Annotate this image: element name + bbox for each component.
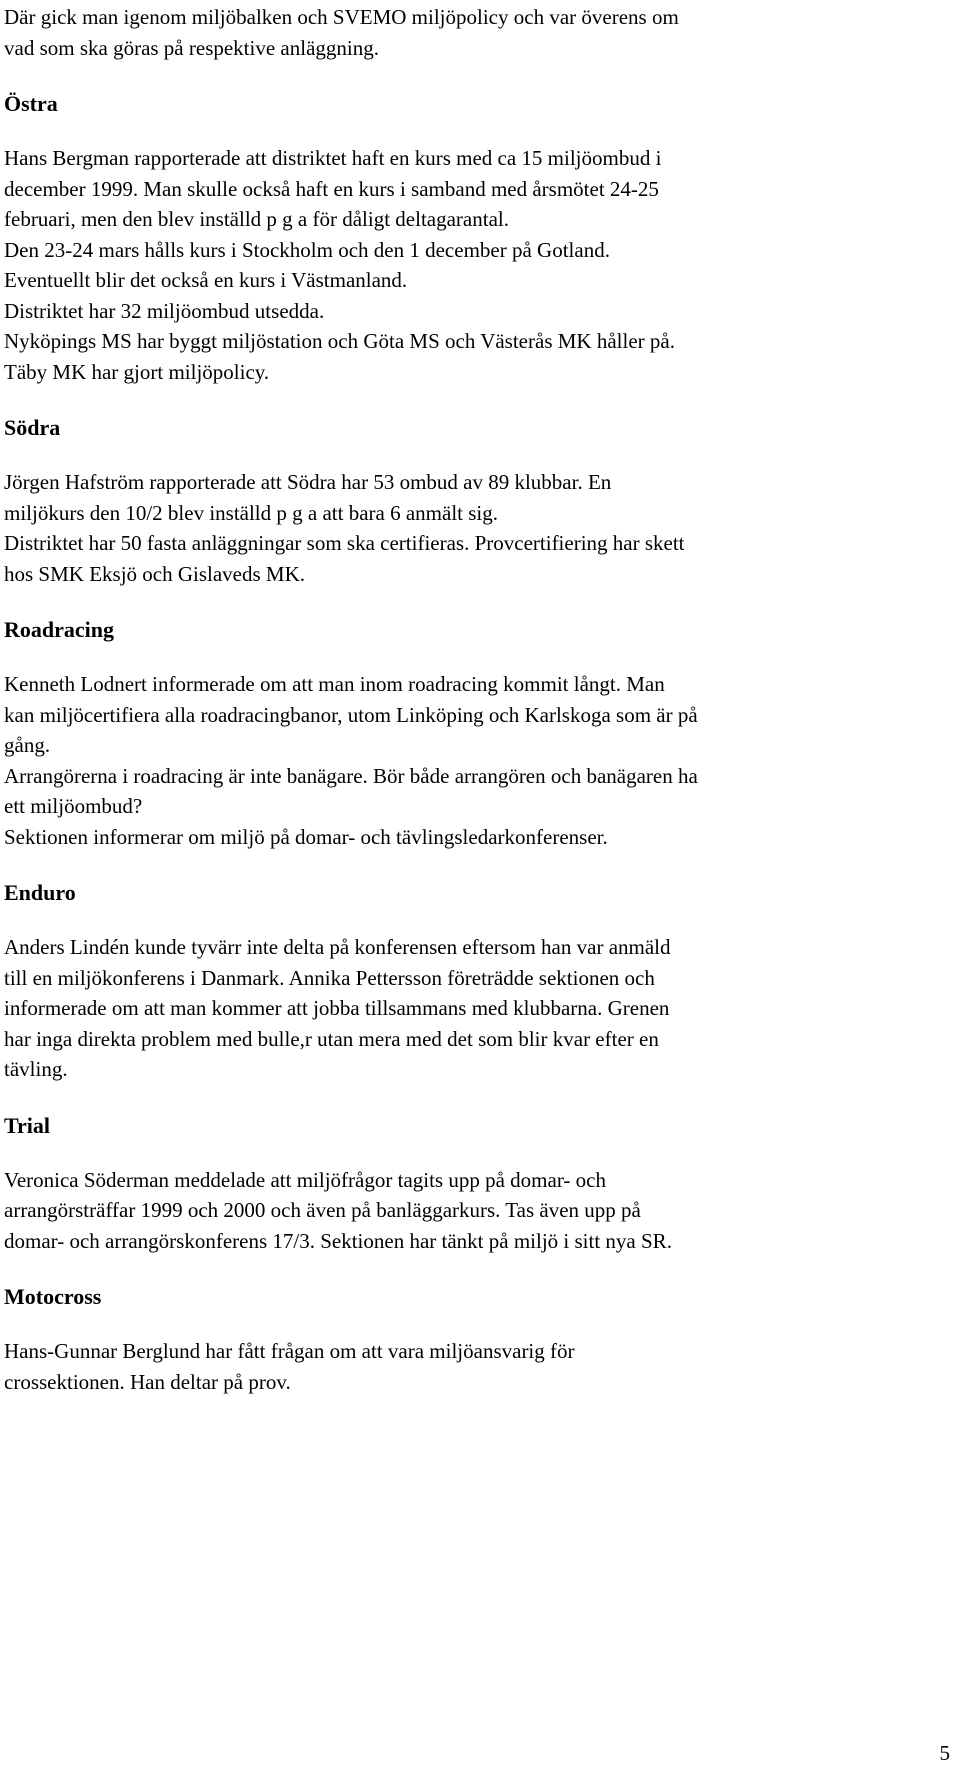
section-body-ostra [4,143,944,387]
text-line: Arrangörerna i roadracing är inte banägare. Bör både arrangören och banägaren ha [4,763,698,788]
text-line: Jörgen Hafström rapporterade att Södra har 53 ombud av 89 klubbar. En [4,470,612,494]
text-line: vad som ska göras på respektive anläggning. [4,35,379,60]
text-line: december 1999. Man skulle också haft en kurs i samband med årsmötet 24-25 [4,176,659,201]
text-line: februari, men den blev inställd p g a för dåligt deltagarantal. [4,207,509,231]
text-line: arrangörsträffar 1999 och 2000 och även på banläggarkurs. Tas även upp på [4,1198,641,1222]
text-line: Distriktet har 32 miljöombud utsedda. [4,298,325,323]
text-line: Hans Bergman rapporterade att distriktet haft en kurs med ca 15 miljöombud i [4,146,662,170]
section-heading-sodra: Södra [4,415,61,440]
text-line: domar- och arrangörskonferens 17/3. Sektionen har tänkt på miljö i sitt nya SR. [4,1228,672,1253]
text-line: har inga direkta problem med bulle,r utan mera med det som blir kvar efter en [4,1026,659,1051]
section-heading-trial: Trial [4,1112,51,1138]
section-body-roadracing [4,669,944,852]
text-line: Nyköpings MS har byggt miljöstation och Göta MS och Västerås MK håller på. [4,329,675,353]
text-line: miljökurs den 10/2 blev inställd p g a att bara 6 anmält sig. [4,500,498,525]
text-line: Distriktet har 50 fasta anläggningar som ska certifieras. Provcertifiering har skett [4,531,685,555]
section-heading-roadracing: Roadracing [4,617,114,642]
text-line: Där gick man igenom miljöbalken och SVEMO miljöpolicy och var överens om [4,5,679,29]
text-line: Anders Lindén kunde tyvärr inte delta på konferensen eftersom han var anmäld [4,935,671,959]
text-line: Den 23-24 mars hålls kurs i Stockholm och den 1 december på Gotland. [4,237,610,262]
text-line: Sektionen informerar om miljö på domar- och tävlingsledarkonferenser. [4,824,608,849]
section-heading-motocross: Motocross [4,1284,102,1309]
page-number: 5 [939,1741,950,1765]
text-line: Kenneth Lodnert informerade om att man inom roadracing kommit långt. Man [4,672,665,696]
document-page [4,0,944,1397]
intro-paragraph [4,2,944,63]
section-heading-enduro: Enduro [4,880,76,905]
text-line: Veronica Söderman meddelade att miljöfrågor tagits upp på domar- och [4,1167,606,1192]
text-line: gång. [4,733,51,757]
text-line: Hans-Gunnar Berglund har fått frågan om att vara miljöansvarig för [4,1339,575,1363]
section-heading-ostra: Östra [4,91,58,116]
text-line: hos SMK Eksjö och Gislaveds MK. [4,561,306,586]
text-line: crossektionen. Han deltar på prov. [4,1369,291,1394]
section-body-trial [4,1165,944,1257]
text-line: ett miljöombud? [4,794,143,818]
section-body-sodra [4,467,944,589]
text-line: kan miljöcertifiera alla roadracingbanor, utom Linköping och Karlskoga som är på [4,702,698,727]
text-line: tävling. [4,1057,68,1081]
text-line: till en miljökonferens i Danmark. Annika Pettersson företrädde sektionen och [4,965,655,990]
text-line: informerade om att man kommer att jobba tillsammans med klubbarna. Grenen [4,996,670,1020]
text-line: Eventuellt blir det också en kurs i Västmanland. [4,268,408,292]
section-body-enduro [4,932,944,1085]
text-line: Täby MK har gjort miljöpolicy. [4,359,270,384]
section-body-motocross [4,1336,944,1397]
